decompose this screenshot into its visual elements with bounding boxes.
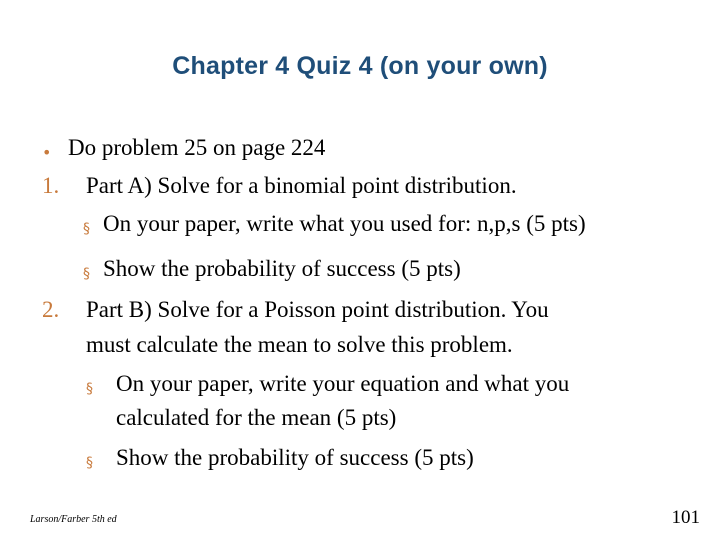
square-bullet-icon: § xyxy=(86,455,93,471)
intro-text: Do problem 25 on page 224 xyxy=(68,135,326,160)
square-bullet-icon: § xyxy=(86,381,93,397)
part-a-sub-1: On your paper, write what you used for: n,p,s (5 pts) xyxy=(103,211,586,236)
square-bullet-icon: § xyxy=(83,266,90,282)
page-number: 101 xyxy=(671,507,700,528)
square-bullet-icon: § xyxy=(83,221,90,237)
footer-source: Larson/Farber 5th ed xyxy=(30,514,117,525)
part-a-text: Part A) Solve for a binomial point distribution. xyxy=(86,173,517,198)
item-number-1: 1. xyxy=(42,173,60,198)
part-b-line-1: Part B) Solve for a Poisson point distribution. You xyxy=(86,297,549,322)
part-b-line-2: must calculate the mean to solve this problem. xyxy=(86,332,513,357)
bullet-dot-icon: • xyxy=(42,143,52,162)
part-b-sub-2-line-1: Show the probability of success (5 pts) xyxy=(116,445,474,470)
slide-title: Chapter 4 Quiz 4 (on your own) xyxy=(172,52,548,80)
part-a-sub-2: Show the probability of success (5 pts) xyxy=(103,256,461,281)
part-b-sub-1-line-2: calculated for the mean (5 pts) xyxy=(116,405,397,430)
part-b-sub-1-line-1: On your paper, write your equation and what you xyxy=(116,371,570,396)
item-number-2: 2. xyxy=(42,297,60,322)
